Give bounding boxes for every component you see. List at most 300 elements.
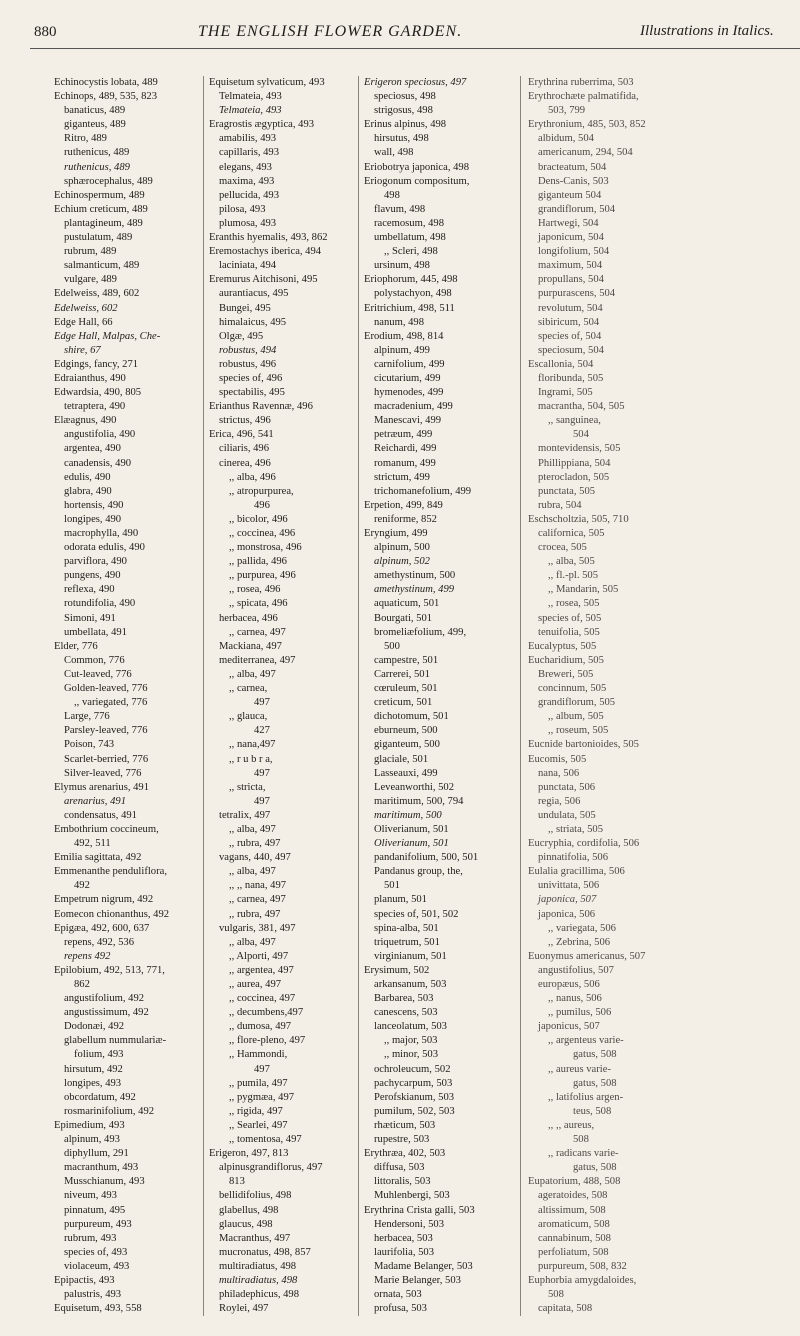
index-entry: rubrum, 493: [64, 1232, 117, 1244]
index-entry: Eucryphia, cordifolia, 506: [528, 838, 640, 850]
index-entry: tenuifolia, 505: [538, 626, 600, 638]
index-entry: cœruleum, 501: [374, 683, 438, 695]
index-entry: Erythrochæte palmatifida,: [528, 91, 639, 103]
index-entry: ,, carnea,: [229, 683, 268, 695]
index-entry: hirsutus, 498: [374, 133, 429, 145]
index-entry: vulgaris, 381, 497: [219, 922, 296, 934]
index-entry: laurifolia, 503: [374, 1246, 435, 1258]
index-entry: palustris, 493: [64, 1289, 122, 1301]
index-entry: reflexa, 490: [64, 584, 115, 596]
index-entry: Embothrium coccineum,: [54, 823, 159, 835]
index-entry: cinerea, 496: [219, 457, 271, 469]
index-entry: crocea, 505: [538, 542, 587, 554]
index-entry: Phillippiana, 504: [538, 457, 611, 469]
index-entry: ruthenicus, 489: [64, 161, 130, 173]
index-entry: littoralis, 503: [374, 1176, 431, 1188]
index-entry: ,, minor, 503: [384, 1049, 439, 1061]
index-column-1: [54, 76, 204, 1316]
index-entry: canadensis, 490: [64, 457, 132, 469]
index-entry: spina-alba, 501: [374, 922, 439, 934]
index-entry: cicutarium, 499: [374, 372, 441, 384]
index-entry: ,, alba, 497: [229, 668, 276, 680]
index-entry: hortensis, 490: [64, 499, 124, 511]
index-entry: Ritro, 489: [64, 133, 107, 145]
index-entry: capitata, 508: [538, 1303, 593, 1315]
index-entry: 498: [384, 189, 400, 201]
index-entry: 813: [229, 1176, 245, 1188]
index-entry: dichotomum, 501: [374, 711, 449, 723]
index-entry: multiradiatus, 498: [219, 1260, 297, 1272]
index-entry: ,, alba, 497: [229, 936, 276, 948]
index-entry: tetraptera, 490: [64, 401, 126, 413]
index-entry: ,, pygmæa, 497: [229, 1091, 295, 1103]
index-entry: europæus, 506: [538, 979, 600, 990]
index-entry: bracteatum, 504: [538, 161, 607, 173]
index-entry: 427: [254, 725, 270, 737]
index-entry: ,, monstrosa, 496: [229, 542, 302, 554]
index-entry: ,, dumosa, 497: [229, 1021, 292, 1033]
index-entry: altissimum, 508: [538, 1204, 606, 1216]
index-entry: capillaris, 493: [219, 147, 280, 159]
index-entry: aurantiacus, 495: [219, 288, 289, 300]
header-rule: [30, 48, 800, 49]
index-entry: ornata, 503: [374, 1289, 422, 1301]
index-entry: amethystinum, 499: [374, 584, 455, 596]
index-entry: 496: [254, 499, 270, 511]
index-entry: japonicus, 507: [538, 1021, 600, 1033]
index-entry: Erica, 496, 541: [209, 429, 274, 441]
index-entry: philadephicus, 498: [219, 1289, 300, 1301]
index-entry: pustulatum, 489: [64, 232, 133, 244]
index-entry: laciniata, 494: [219, 260, 277, 272]
index-entry: Lasseauxi, 499: [374, 767, 438, 779]
index-entry: sphærocephalus, 489: [64, 175, 153, 187]
index-entry: ,, pallida, 496: [229, 556, 287, 568]
index-entry: Eryngium, 499: [364, 528, 428, 539]
index-entry: Silver-leaved, 776: [64, 767, 142, 779]
index-entry: himalaicus, 495: [219, 316, 287, 328]
index-entry: Erysimum, 502: [364, 964, 430, 976]
index-entry: Eucnide bartonioides, 505: [528, 739, 639, 751]
index-entry: reniforme, 852: [374, 513, 437, 525]
index-entry: Dodonæi, 492: [64, 1021, 125, 1033]
index-entry: Epilobium, 492, 513, 771,: [54, 964, 165, 976]
index-entry: giganteus, 489: [64, 119, 126, 131]
index-entry: gatus, 508: [573, 1162, 617, 1174]
running-note: Illustrations in Italics.: [640, 23, 774, 39]
index-entry: elegans, 493: [219, 161, 272, 173]
index-entry: multiradiatus, 498: [219, 1274, 298, 1286]
index-entry: ,, stricta,: [229, 781, 266, 793]
index-entry: ,, variegated, 776: [74, 697, 148, 709]
index-entry: ,, fl.-pl. 505: [548, 570, 599, 582]
index-entry: obcordatum, 492: [64, 1091, 136, 1103]
index-entry: ,, rosea, 505: [548, 598, 600, 610]
index-entry: strictus, 496: [219, 415, 271, 427]
index-entry: profusa, 503: [374, 1303, 427, 1315]
index-entry: strictum, 499: [374, 471, 430, 483]
index-entry: gatus, 508: [573, 1077, 617, 1089]
index-entry: species of, 501, 502: [374, 908, 459, 920]
index-entry: ,, roseum, 505: [548, 725, 609, 737]
index-entry: regia, 506: [538, 795, 581, 807]
index-entry: Poison, 743: [64, 739, 115, 751]
index-entry: macrophylla, 490: [64, 528, 139, 539]
index-entry: hirsutum, 492: [64, 1063, 123, 1075]
index-entry: ,, pumilus, 506: [548, 1007, 612, 1019]
index-entry: Hartwegi, 504: [538, 217, 599, 229]
index-entry: Simoni, 491: [64, 612, 116, 624]
index-entry: grandiflorum, 505: [538, 697, 616, 709]
index-entry: Echinospermum, 489: [54, 189, 145, 201]
index-entry: repens, 492, 536: [64, 936, 135, 948]
index-entry: longifolium, 504: [538, 246, 610, 258]
index-entry: concinnum, 505: [538, 683, 607, 695]
index-entry: ,, alba, 497: [229, 866, 276, 878]
index-entry: nanum, 498: [374, 316, 425, 328]
index-entry: Golden-leaved, 776: [64, 683, 148, 695]
index-entry: Edelweiss, 602: [54, 302, 118, 314]
index-entry: Eremurus Aitchisoni, 495: [209, 274, 318, 286]
index-entry: banaticus, 489: [64, 105, 126, 117]
index-entry: alpinum, 500: [374, 542, 430, 554]
index-entry: Edwardsia, 490, 805: [54, 387, 142, 399]
index-entry: Erianthus Ravennæ, 496: [209, 401, 313, 413]
index-entry: albidum, 504: [538, 133, 594, 145]
index-entry: cannabinum, 508: [538, 1232, 611, 1244]
index-entry: amethystinum, 500: [374, 570, 456, 582]
index-entry: 497: [254, 767, 270, 779]
index-entry: Erodium, 498, 814: [364, 330, 444, 342]
page-number: 880: [34, 24, 57, 40]
index-entry: folium, 493: [74, 1049, 124, 1061]
index-entry: Perofskianum, 503: [374, 1091, 455, 1103]
index-entry: ,, rubra, 497: [229, 838, 281, 850]
index-entry: ,, r u b r a,: [229, 753, 273, 765]
index-entry: Eucomis, 505: [528, 753, 587, 765]
index-entry: ,, purpurea, 496: [229, 570, 296, 582]
index-entry: montevidensis, 505: [538, 443, 621, 455]
index-entry: ,, latifolius argen-: [548, 1091, 624, 1103]
index-entry: pinnatifolia, 506: [538, 852, 609, 864]
index-entry: 497: [254, 795, 270, 807]
index-entry: Cut-leaved, 776: [64, 668, 132, 680]
index-entry: ,, argentea, 497: [229, 964, 294, 976]
index-entry: ,, carnea, 497: [229, 894, 286, 906]
index-entry: umbellatum, 498: [374, 232, 446, 244]
index-entry: ruthenicus, 489: [64, 147, 130, 159]
index-entry: ,, Hammondi,: [229, 1049, 288, 1061]
index-entry: pterocladon, 505: [538, 471, 610, 483]
index-entry: maritimum, 500: [374, 809, 442, 821]
index-entry: Carrerei, 501: [374, 668, 430, 680]
index-entry: ,, major, 503: [384, 1035, 438, 1047]
index-entry: spectabilis, 495: [219, 387, 285, 399]
index-entry: angustifolium, 492: [64, 993, 145, 1005]
index-entry: Pandanus group, the,: [374, 866, 463, 878]
index-entry: racemosum, 498: [374, 217, 445, 229]
index-entry: creticum, 501: [374, 697, 433, 709]
index-entry: Hendersoni, 503: [374, 1218, 445, 1230]
index-entry: japonicum, 504: [538, 232, 604, 244]
index-entry: japonica, 506: [538, 908, 596, 920]
index-entry: strigosus, 498: [374, 105, 433, 117]
index-entry: ,, Zebrina, 506: [548, 936, 611, 948]
index-entry: pungens, 490: [64, 570, 121, 582]
index-entry: Euonymus americanus, 507: [528, 950, 646, 962]
index-entry: speciosus, 498: [374, 91, 436, 103]
index-entry: romanum, 499: [374, 457, 436, 469]
index-entry: ,, Searlei, 497: [229, 1119, 288, 1131]
index-entry: robustus, 494: [219, 344, 277, 356]
running-title: THE ENGLISH FLOWER GARDEN.: [198, 23, 463, 40]
index-entry: robustus, 496: [219, 358, 277, 370]
index-entry: 862: [74, 979, 90, 990]
index-entry: Eupatorium, 488, 508: [528, 1176, 621, 1188]
index-entry: aromaticum, 508: [538, 1218, 610, 1230]
index-entry: Barbarea, 503: [374, 993, 434, 1005]
index-entry: ,, album, 505: [548, 711, 604, 723]
index-entry: Dens-Canis, 503: [538, 175, 609, 187]
index-entry: Erythrina Crista galli, 503: [364, 1204, 475, 1216]
index-entry: Scarlet-berried, 776: [64, 753, 149, 765]
index-entry: ,, radicans varie-: [548, 1148, 619, 1160]
index-entry: maximum, 504: [538, 260, 603, 272]
index-entry: Epimedium, 493: [54, 1119, 125, 1131]
index-entry: diphyllum, 291: [64, 1148, 129, 1160]
index-entry: Echinops, 489, 535, 823: [54, 91, 157, 103]
index-entry: rhæticum, 503: [374, 1119, 436, 1131]
index-entry: Roylei, 497: [219, 1303, 269, 1315]
index-entry: Erinus alpinus, 498: [364, 119, 447, 131]
index-entry: condensatus, 491: [64, 809, 137, 821]
index-entry: pilosa, 493: [219, 203, 266, 215]
index-entry: canescens, 503: [374, 1007, 438, 1019]
index-entry: ,, aureus varie-: [548, 1063, 611, 1075]
index-entry: parviflora, 490: [64, 556, 127, 568]
index-entry: punctata, 505: [538, 485, 596, 497]
index-entry: Oliverianum, 501: [374, 838, 449, 850]
index-entry: rotundifolia, 490: [64, 598, 136, 610]
index-entry: plantagineum, 489: [64, 217, 143, 229]
index-entry: Bungei, 495: [219, 302, 271, 314]
index-entry: Eulalia gracillima, 506: [528, 866, 625, 878]
index-entry: Parsley-leaved, 776: [64, 725, 148, 737]
index-entry: purpureum, 493: [64, 1218, 132, 1230]
index-entry: angustifolius, 507: [538, 964, 614, 976]
index-entry: americanum, 294, 504: [538, 147, 633, 159]
index-entry: glabellum nummulariæ-: [64, 1035, 167, 1047]
index-entry: plumosa, 493: [219, 217, 277, 229]
index-entry: Echium creticum, 489: [54, 203, 148, 215]
index-entry: Emilia sagittata, 492: [54, 852, 142, 864]
index-entry: ,, rosea, 496: [229, 584, 281, 596]
index-entry: Manescavi, 499: [374, 415, 442, 427]
index-entry: Breweri, 505: [538, 668, 594, 680]
index-entry: pinnatum, 495: [64, 1204, 126, 1216]
index-entry: species of, 504: [538, 330, 602, 342]
index-entry: Erpetion, 499, 849: [364, 499, 443, 511]
index-entry: Eucalyptus, 505: [528, 640, 597, 652]
index-entry: angustifolia, 490: [64, 429, 136, 441]
index-entry: californica, 505: [538, 528, 605, 539]
index-entry: ,, aurea, 497: [229, 979, 282, 990]
index-entry: Elymus arenarius, 491: [54, 781, 150, 793]
index-entry: 504: [573, 429, 589, 441]
index-entry: punctata, 506: [538, 781, 596, 793]
index-entry: ,, rubra, 497: [229, 908, 281, 920]
index-entry: ,, Mandarin, 505: [548, 584, 619, 596]
index-entry: species of, 496: [219, 372, 283, 384]
index-entry: ,, nanus, 506: [548, 993, 602, 1005]
index-entry: maxima, 493: [219, 175, 275, 187]
index-entry: vulgare, 489: [64, 274, 117, 286]
index-entry: ,, atropurpurea,: [229, 485, 294, 497]
index-entry: campestre, 501: [374, 654, 439, 666]
index-entry: Edge Hall, 66: [54, 316, 113, 328]
index-entry: mediterranea, 497: [219, 654, 296, 666]
index-entry: alpinum, 499: [374, 344, 430, 356]
index-entry: ,, bicolor, 496: [229, 513, 288, 525]
index-entry: carnifolium, 499: [374, 358, 445, 370]
index-entry: salmanticum, 489: [64, 260, 140, 272]
index-entry: Edraianthus, 490: [54, 372, 126, 384]
index-entry: rosmarinifolium, 492: [64, 1105, 155, 1117]
index-entry: univittata, 506: [538, 880, 600, 892]
index-entry: ,, carnea, 497: [229, 626, 286, 638]
index-entry: japonica, 507: [538, 894, 597, 906]
index-entry: longipes, 490: [64, 513, 122, 525]
index-entry: eburneum, 500: [374, 725, 438, 737]
index-entry: Eschscholtzia, 505, 710: [528, 513, 629, 525]
index-entry: Eriobotrya japonica, 498: [364, 161, 470, 173]
index-entry: Macranthus, 497: [219, 1232, 291, 1244]
index-entry: Equisetum sylvaticum, 493: [209, 77, 325, 88]
index-entry: violaceum, 493: [64, 1260, 130, 1272]
index-entry: polystachyon, 498: [374, 288, 452, 300]
index-entry: 492: [74, 880, 90, 892]
index-entry: macranthum, 493: [64, 1162, 139, 1174]
index-entry: 508: [573, 1134, 589, 1146]
index-entry: grandiflorum, 504: [538, 203, 616, 215]
index-entry: 500: [384, 640, 400, 652]
index-entry: Erythronium, 485, 503, 852: [528, 119, 646, 131]
index-entry: gatus, 508: [573, 1049, 617, 1061]
index-entry: ochroleucum, 502: [374, 1063, 451, 1075]
index-entry: maritimum, 500, 794: [374, 795, 464, 807]
index-entry: Bourgati, 501: [374, 612, 433, 624]
index-entry: Erythrina ruberrima, 503: [528, 77, 634, 88]
index-entry: Telmateia, 493: [219, 91, 282, 103]
index-entry: Mackiana, 497: [219, 640, 282, 652]
index-entry: Emmenanthe penduliflora,: [54, 866, 167, 878]
index-entry: Echinocystis lobata, 489: [54, 77, 158, 88]
index-entry: alpinusgrandiflorus, 497: [219, 1162, 323, 1174]
index-entry: Eremostachys iberica, 494: [209, 246, 322, 258]
page-header: [0, 0, 800, 42]
index-entry: ,, striata, 505: [548, 823, 604, 835]
index-entry: hymenodes, 499: [374, 387, 444, 399]
index-entry: sibiricum, 504: [538, 316, 600, 328]
index-entry: glabra, 490: [64, 485, 112, 497]
index-entry: Leveanworthi, 502: [374, 781, 455, 793]
column-divider: [520, 76, 521, 1316]
index-entry: ageratoides, 508: [538, 1190, 608, 1202]
index-entry: triquetrum, 501: [374, 936, 440, 948]
index-entry: Edelweiss, 489, 602: [54, 288, 140, 300]
index-entry: ,, argenteus varie-: [548, 1035, 624, 1047]
index-entry: argentea, 490: [64, 443, 121, 455]
index-entry: longipes, 493: [64, 1077, 122, 1089]
index-entry: species of, 505: [538, 612, 602, 624]
index-entry: propullans, 504: [538, 274, 604, 286]
index-entry: ,, nana,497: [229, 739, 276, 751]
index-entry: ,, alba, 497: [229, 823, 276, 835]
index-entry: purpurascens, 504: [538, 288, 616, 300]
index-entry: floribunda, 505: [538, 372, 604, 384]
index-entry: tetralix, 497: [219, 809, 271, 821]
index-entry: pachycarpum, 503: [374, 1077, 453, 1089]
index-entry: glabellus, 498: [219, 1204, 279, 1216]
index-entry: alpinum, 493: [64, 1134, 120, 1146]
index-entry: Euphorbia amygdaloides,: [528, 1274, 637, 1286]
index-entry: revolutum, 504: [538, 302, 603, 314]
index-entry: giganteum 504: [538, 189, 602, 201]
index-entry: ,, decumbens,497: [229, 1007, 304, 1019]
index-entry: ,, glauca,: [229, 711, 268, 723]
index-entry: Musschianum, 493: [64, 1176, 145, 1188]
index-entry: lanceolatum, 503: [374, 1021, 447, 1033]
index-entry: Ingrami, 505: [538, 387, 593, 399]
index-entry: species of, 493: [64, 1246, 128, 1258]
index-entry: macradenium, 499: [374, 401, 453, 413]
index-column-3: [364, 76, 514, 1316]
index-entry: 508: [548, 1289, 564, 1301]
index-entry: speciosum, 504: [538, 344, 604, 356]
index-entry: Marie Belanger, 503: [374, 1274, 461, 1286]
index-entry: Telmateia, 493: [219, 105, 282, 117]
index-column-4: [528, 76, 678, 1316]
index-entry: Muhlenbergi, 503: [374, 1190, 450, 1202]
index-entry: Eragrostis ægyptica, 493: [209, 119, 315, 131]
index-entry: pellucida, 493: [219, 189, 280, 201]
index-entry: perfoliatum, 508: [538, 1246, 609, 1258]
index-entry: ,, rigida, 497: [229, 1105, 283, 1117]
column-divider: [358, 76, 359, 1316]
index-entry: Eritrichium, 498, 511: [364, 302, 455, 314]
index-entry: niveum, 493: [64, 1190, 117, 1202]
index-entry: ,, flore-pleno, 497: [229, 1035, 306, 1047]
index-entry: herbacea, 503: [374, 1232, 433, 1244]
column-divider: [203, 76, 204, 1316]
index-entry: edulis, 490: [64, 471, 111, 483]
index-entry: petræum, 499: [374, 429, 433, 441]
index-entry: Common, 776: [64, 654, 125, 666]
index-entry: ,, alba, 505: [548, 556, 595, 568]
index-entry: Olgæ, 495: [219, 330, 264, 342]
index-entry: ,, Scleri, 498: [384, 246, 438, 258]
index-entry: rubrum, 489: [64, 246, 117, 258]
index-entry: wall, 498: [374, 147, 414, 159]
index-entry: arenarius, 491: [64, 795, 126, 807]
index-entry: glaciale, 501: [374, 753, 429, 765]
index-entry: planum, 501: [374, 894, 427, 906]
index-entry: 497: [254, 1063, 270, 1075]
index-entry: ursinum, 498: [374, 260, 430, 272]
index-entry: Reichardi, 499: [374, 443, 437, 455]
index-entry: odorata edulis, 490: [64, 542, 145, 554]
index-entry: Madame Belanger, 503: [374, 1260, 473, 1272]
